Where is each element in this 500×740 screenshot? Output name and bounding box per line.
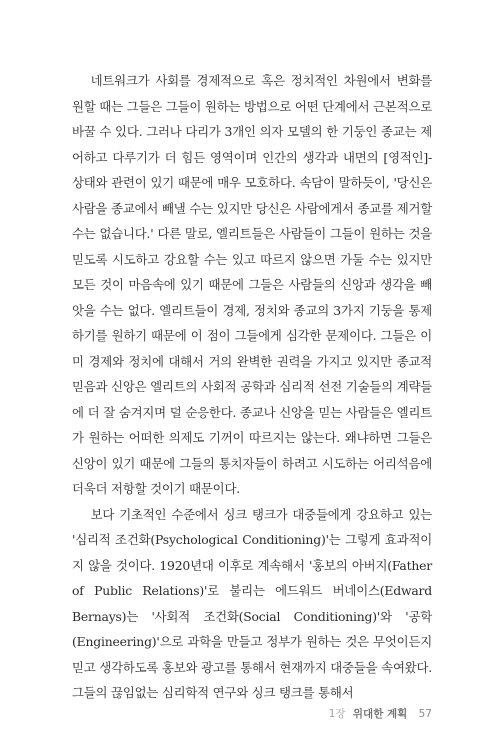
body-text <box>72 68 432 706</box>
page-number: 57 <box>418 708 432 720</box>
chapter-title: 위대한 계획 <box>352 708 408 720</box>
paragraph: 네트워크가 사회를 경제적으로 혹은 정치적인 차원에서 변화를 원할 때는 그들은 그들이 원하는 방법으로 어떤 단계에서 근본적으로 바꿀 수 있다. 그러나 다리가 3개인 의자 모델의 한 기둥인 종교는 제어하고 다루기가 더 힘든 영역이며 인간의 생각과 내면의 [영적인]-상태와 관련이 있기 때문에 매우 모호하다. 속담이 말하듯이, '당신은 사람을 종교에서 빼낼 수는 있지만 당신은 사람에게서 종교를 제거할 수는 없습니다.' 다른 말로, 엘리트들은 사람들이 그들이 원하는 것을 믿도록 시도하고 강요할 수는 있고 따르지 않으면 가둘 수는 있지만 모든 것이 마음속에 있기 때문에 그들은 사람들의 신앙과 생각을 빼앗을 수는 없다. 엘리트들이 경제, 정치와 종교의 3가지 기둥을 통제하기를 원하기 때문에 이 점이 그들에게 심각한 문제이다. 그들은 이미 경제와 정치에 대해서 거의 완벽한 권력을 가지고 있지만 종교적 믿음과 신앙은 엘리트의 사회적 공학과 심리적 선전 기술들의 계략들에 더 잘 숨겨지며 덜 순응한다. 종교나 신앙을 믿는 사람들은 엘리트가 원하는 어떠한 의제도 기꺼이 따르지는 않는다. 왜냐하면 그들은 신앙이 있기 때문에 그들의 통치자들이 하려고 시도하는 어리석음에 더욱더 저항할 것이기 때문이다. <box>72 73 432 496</box>
chapter-label: 1장 <box>328 708 346 720</box>
running-footer <box>329 706 432 721</box>
paragraph: 보다 기초적인 수준에서 싱크 탱크가 대중들에게 강요하고 있는 '심리적 조건화(Psychological Conditioning)'는 그렇게 효과적이지 않을 것이다. 1920년대 이후로 계속해서 '홍보의 아버지(Father of Public Relations)'로 불리는 에드워드 버네이스(Edward Bernays)는 '사회적 조건화(Social Conditioning)'와 '공학(Engineering)'으로 과학을 만들고 정부가 원하는 것은 무엇이든지 믿고 생각하도록 홍보와 광고를 통해서 현재까지 대중들을 속여왔다. 그들의 끊임없는 심리학적 연구와 싱크 탱크를 통해서 <box>72 506 432 700</box>
